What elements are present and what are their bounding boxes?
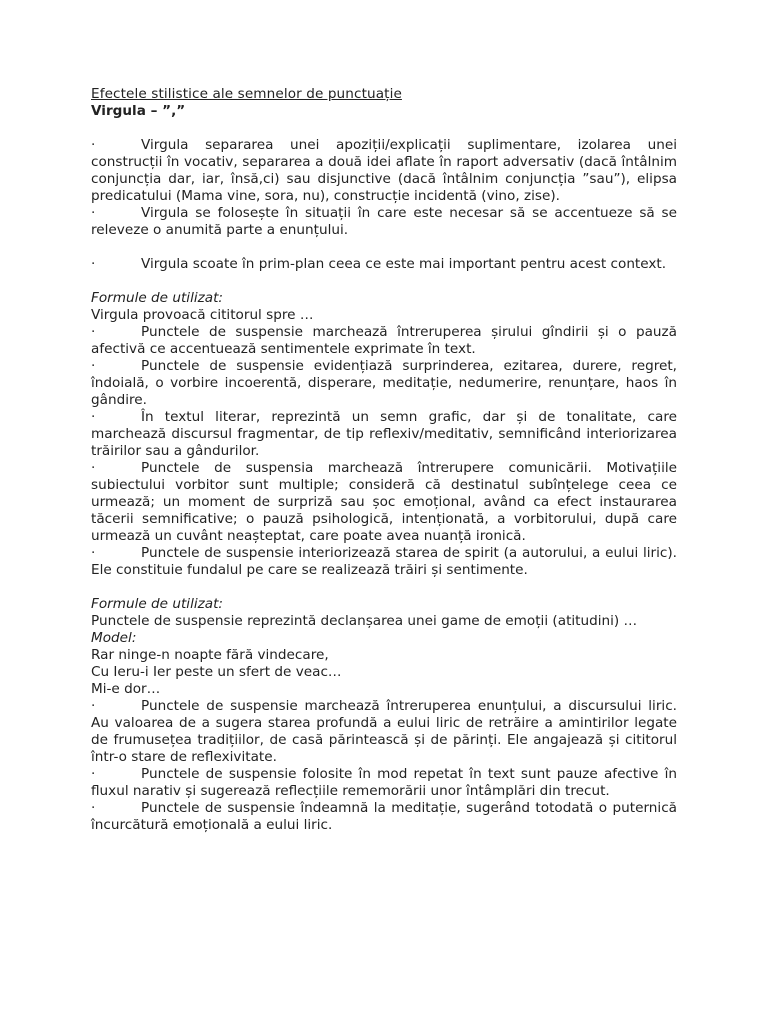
paragraph-text: Virgula scoate în prim-plan ceea ce este mai important pentru acest context. [141,256,667,272]
section-intro: Punctele de suspensie reprezintă declanșarea unei game de emoții (atitudini) … [91,613,638,629]
paragraph-suspensie-4 [91,460,677,545]
spacer [91,579,677,596]
paragraph-suspensie-2 [91,358,677,409]
paragraph-text: Punctele de suspensie marchează întreruperea șirului gîndirii și o pauză afectivă ce accentuează sentimentele exprimate în text. [91,324,677,357]
poem-line: Cu Ieru-i Ier peste un sfert de veac… [91,664,342,680]
poem-line: Mi-e dor… [91,681,161,697]
section-label: Formule de utilizat: [91,596,224,612]
spacer [91,273,677,290]
paragraph-text: Virgula separarea unei apoziții/explicații suplimentare, izolarea unei construcții în vocativ, separarea a două idei aflate în raport adversativ (dacă întâlnim conjuncția dar, iar, însă,ci) sau disjunctive (dacă întâlnim conjuncția ”sau”), elipsa predicatului (Mama vine, sora, nu), construcție incidentă (vino, zise). [91,137,677,204]
paragraph-text: Virgula se folosește în situații în care este necesar să se accentueze să se releveze o anumită parte a enunțului. [91,205,677,238]
bullet-marker: · [91,766,96,782]
spacer [91,239,677,256]
bullet-marker: · [91,205,96,221]
paragraph-text: Punctele de suspensia marchează întrerupere comunicării. Motivațiile subiectului vorbitor sunt multiple; consideră că destinatul subînțelege ceea ce urmează; un moment de surpriză sau șoc emoțional, având ca efect instaurarea tăcerii semnificative; o pauză psihologică, intenționată, a vorbitorului, după care urmează un cuvânt neașteptat, care poate avea nuanță ironică. [91,460,677,544]
poem-line: Rar ninge-n noapte fără vindecare, [91,647,329,663]
bullet-marker: · [91,137,96,153]
bullet-marker: · [91,409,96,425]
bullet-marker: · [91,358,96,374]
paragraph-text: În textul literar, reprezintă un semn grafic, dar și de tonalitate, care marchează discursul fragmentar, de tip reflexiv/meditativ, semnificând interiorizarea trăirilor sau a gândurilor. [91,409,677,459]
model-label: Model: [91,630,137,646]
paragraph-suspensie-1 [91,324,677,358]
bullet-marker: · [91,698,96,714]
paragraph-suspensie-3 [91,409,677,460]
paragraph-text: Punctele de suspensie interiorizează starea de spirit (a autorului, a eului liric). Ele constituie fundalul pe care se realizează trăiri și sentimente. [91,545,677,578]
document-title: Efectele stilistice ale semnelor de punctuație [91,86,402,102]
paragraph-text: Punctele de suspensie evidențiază surprinderea, ezitarea, durere, regret, îndoială, o vorbire incoerentă, disperare, meditație, nedumerire, renunțare, haos în gândire. [91,358,677,408]
paragraph-virgula-3 [91,256,677,273]
section-intro: Virgula provoacă cititorul spre … [91,307,314,323]
bullet-marker: · [91,324,96,340]
bullet-marker: · [91,460,96,476]
paragraph-model-2 [91,766,677,800]
bullet-marker: · [91,256,96,272]
paragraph-model-1 [91,698,677,766]
paragraph-model-3 [91,800,677,834]
paragraph-text: Punctele de suspensie marchează întreruperea enunțului, a discursului liric. Au valoarea de a sugera starea profundă a eului liric de retrăire a amintirilor legate de frumusețea tradițiilor, de casă părintească și de părinți. Ele angajează și cititorul într-o stare de reflexivitate. [91,698,677,765]
section-label: Formule de utilizat: [91,290,224,306]
paragraph-text: Punctele de suspensie folosite în mod repetat în text sunt pauze afective în fluxul narativ și sugerează reflecțiile rememorării unor întâmplări din trecut. [91,766,677,799]
bullet-marker: · [91,800,96,816]
paragraph-virgula-1 [91,137,677,205]
bullet-marker: · [91,545,96,561]
document-subtitle: Virgula – ”,” [91,103,186,119]
paragraph-text: Punctele de suspensie îndeamnă la meditație, sugerând totodată o puternică încurcătură emoțională a eului liric. [91,800,677,833]
document-page [91,86,677,834]
paragraph-suspensie-5 [91,545,677,579]
paragraph-virgula-2 [91,205,677,239]
